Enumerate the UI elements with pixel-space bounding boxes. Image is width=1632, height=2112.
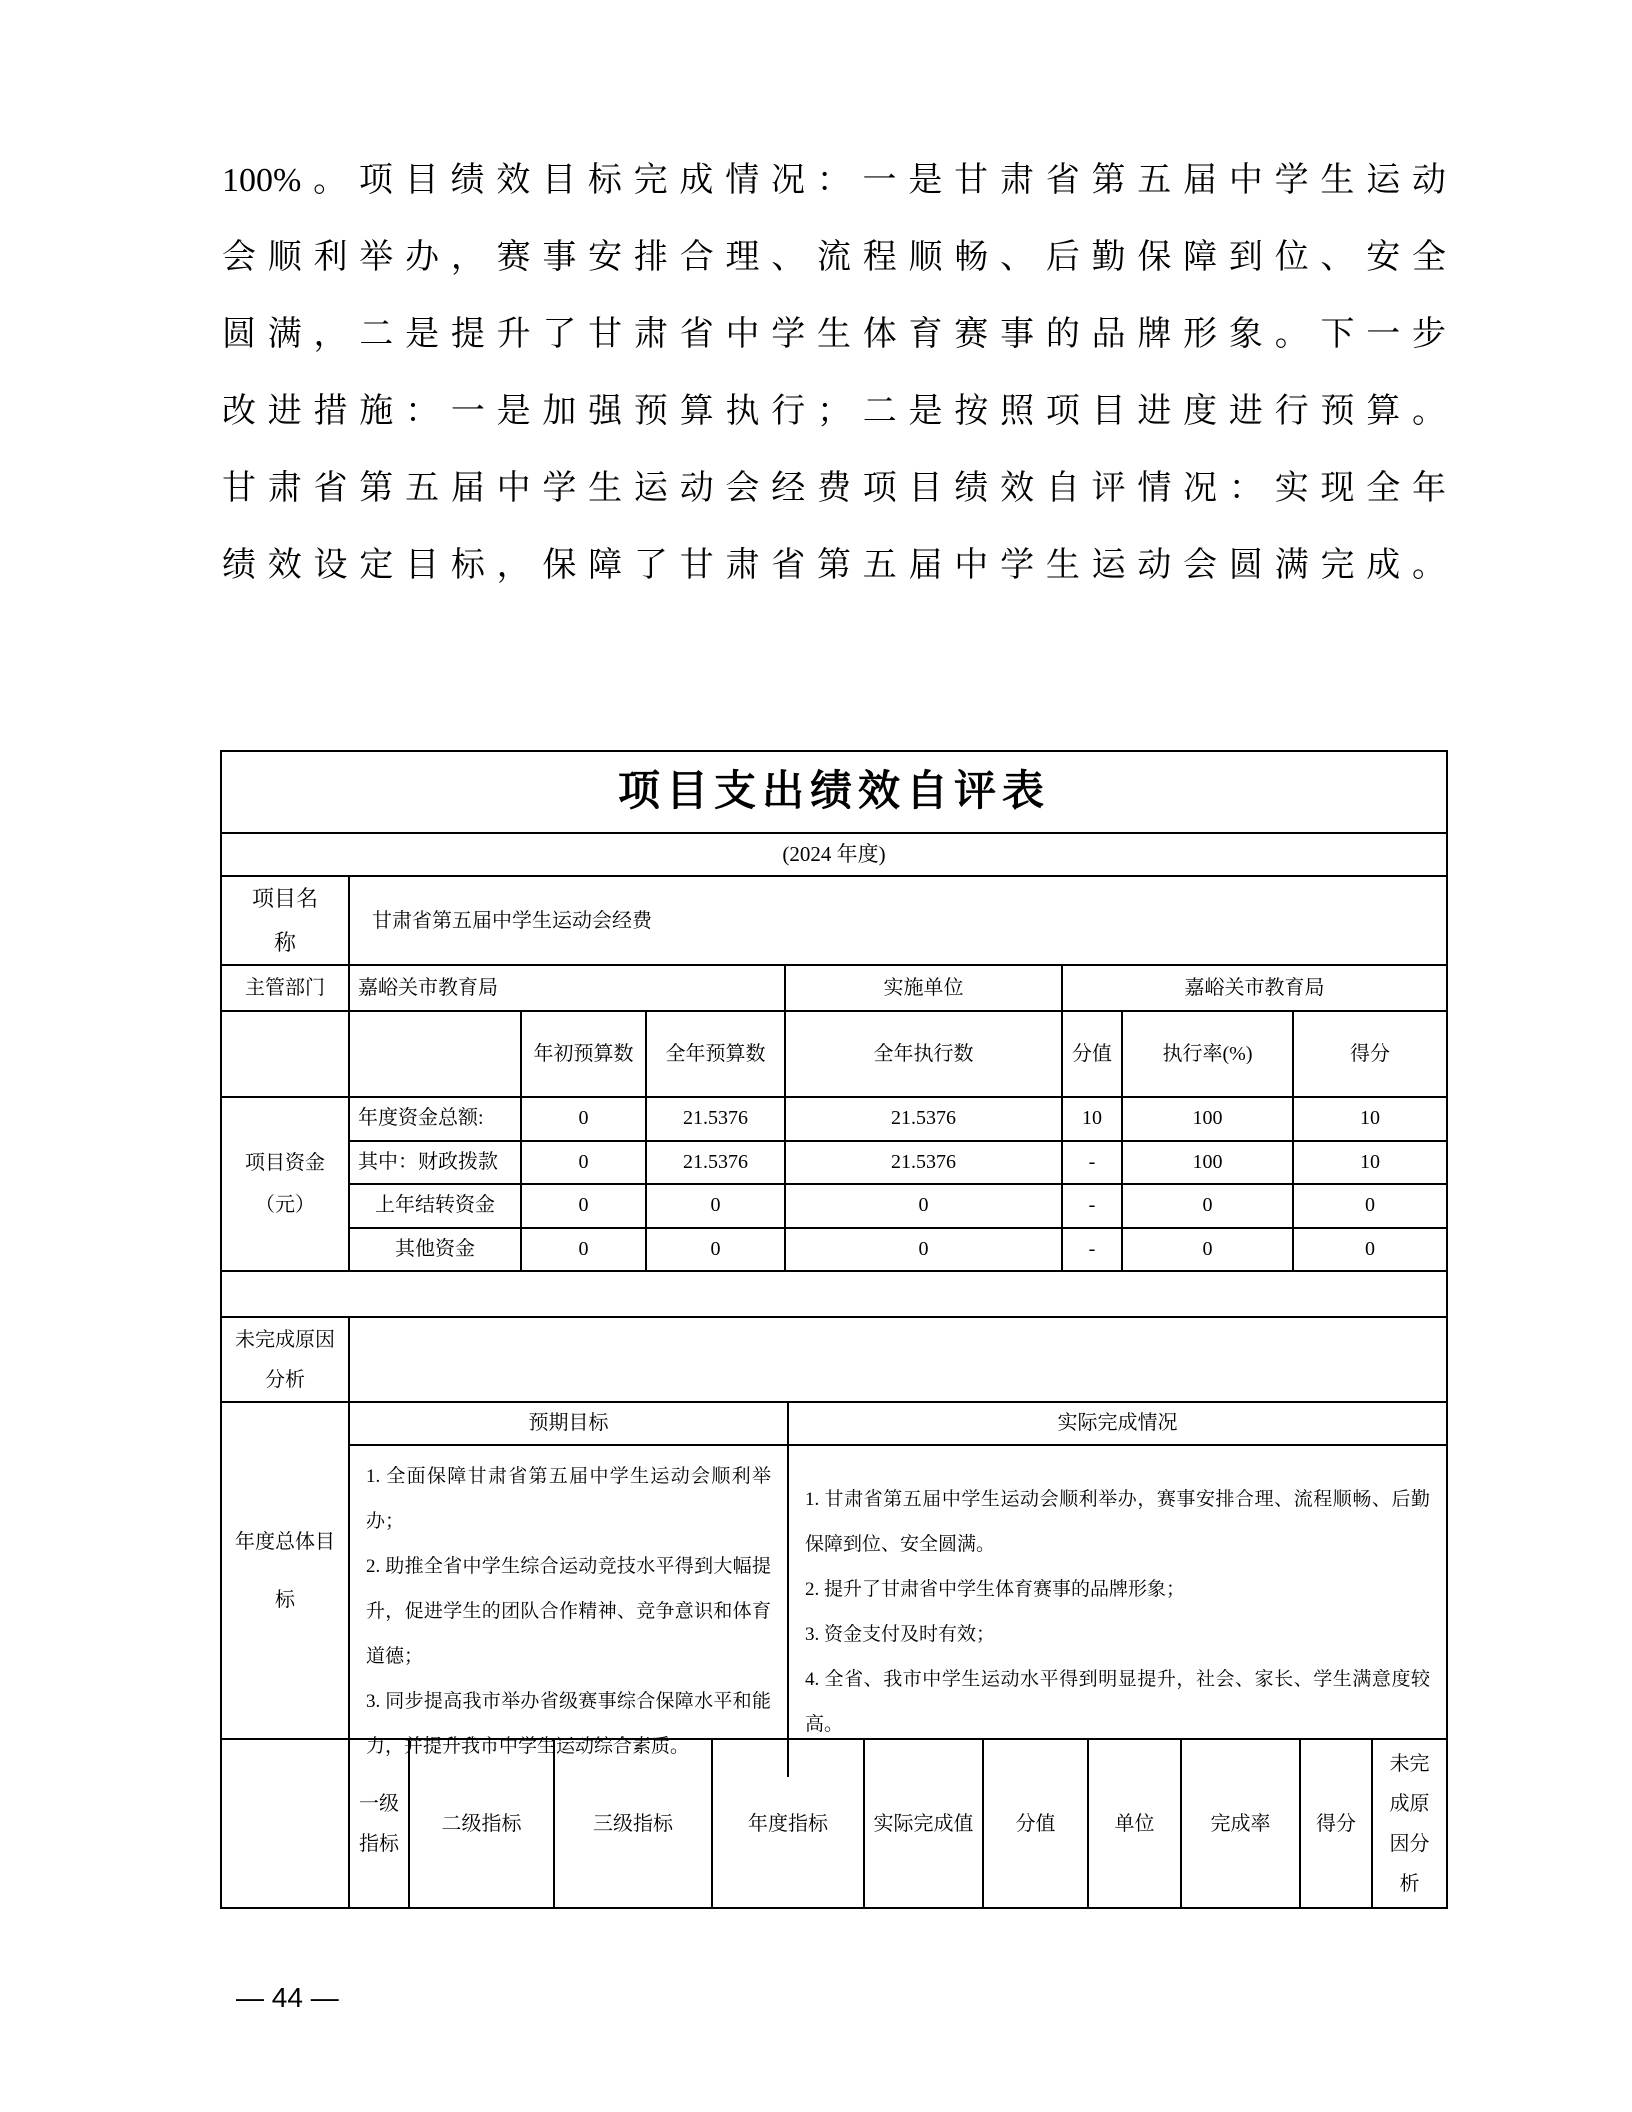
funding-row-label: 上年结转资金 bbox=[350, 1185, 522, 1227]
paragraph-line: 甘肃省第五届中学生运动会经费项目绩效自评情况：实现全年 bbox=[222, 470, 1446, 507]
funding-group-label: 项目资金（元） bbox=[222, 1098, 350, 1270]
unfinished-reason-value bbox=[350, 1318, 1446, 1401]
funding-cell: 21.5376 bbox=[786, 1098, 1063, 1140]
funding-cell: - bbox=[1063, 1229, 1123, 1271]
funding-row-label: 年度资金总额: bbox=[350, 1098, 522, 1140]
expected-goal-item: 1. 全面保障甘肃省第五届中学生运动会顺利举办； bbox=[366, 1466, 771, 1532]
department-label: 主管部门 bbox=[222, 966, 350, 1010]
actual-completion-item: 3. 资金支付及时有效； bbox=[805, 1623, 996, 1645]
table-row bbox=[350, 1229, 1446, 1271]
funding-cell: 10 bbox=[1063, 1098, 1123, 1140]
funding-cell: 21.5376 bbox=[647, 1098, 786, 1140]
indicator-header-unfinished-analysis: 未完成原因分析 bbox=[1389, 1752, 1430, 1895]
paragraph-line: 100%。项目绩效目标完成情况：一是甘肃省第五届中学生运动 bbox=[222, 162, 1446, 199]
empty-cell bbox=[222, 1272, 1446, 1316]
performance-self-assessment-table bbox=[220, 750, 1448, 1909]
funding-cell: 0 bbox=[1365, 1194, 1375, 1217]
annual-goal-right bbox=[350, 1403, 1446, 1757]
funding-header-score: 得分 bbox=[1350, 1043, 1390, 1065]
unfinished-reason-label: 未完成原因分析 bbox=[222, 1318, 350, 1401]
paragraph-line: 改进措施：一是加强预算执行；二是按照项目进度进行预算。 bbox=[222, 393, 1446, 430]
implementing-unit-value: 嘉峪关市教育局 bbox=[1184, 977, 1325, 999]
summary-paragraph bbox=[222, 142, 1446, 604]
funding-header-initial-budget: 年初预算数 bbox=[522, 1012, 647, 1096]
funding-cell: 0 bbox=[522, 1098, 647, 1140]
paragraph-line: 圆满，二是提升了甘肃省中学生体育赛事的品牌形象。下一步 bbox=[222, 316, 1446, 353]
funding-cell: 0 bbox=[522, 1142, 647, 1184]
table-title-row bbox=[222, 752, 1446, 834]
indicator-header-annual: 年度指标 bbox=[713, 1740, 865, 1907]
funding-cell: 21.5376 bbox=[786, 1142, 1063, 1184]
indicator-header-level3: 三级指标 bbox=[555, 1740, 713, 1907]
table-subtitle-row bbox=[222, 834, 1446, 877]
paragraph-line: 绩效设定目标，保障了甘肃省第五届中学生运动会圆满完成。 bbox=[222, 547, 1446, 584]
funding-header-empty bbox=[350, 1012, 522, 1096]
funding-cell: 0 bbox=[786, 1185, 1063, 1227]
indicator-header-score-value: 分值 bbox=[984, 1740, 1089, 1907]
expected-goal-header: 预期目标 bbox=[350, 1403, 789, 1444]
funding-header-row bbox=[222, 1012, 1446, 1098]
funding-cell: 0 bbox=[1123, 1185, 1294, 1227]
actual-completion-item: 4. 全省、我市中学生运动水平得到明显提升，社会、家长、学生满意度较高。 bbox=[805, 1668, 1430, 1735]
actual-completion-header: 实际完成情况 bbox=[1057, 1412, 1178, 1434]
annual-goal-label: 年度总体目标 bbox=[222, 1403, 350, 1738]
funding-row-label: 其他资金 bbox=[350, 1229, 522, 1271]
indicator-header-level1: 一级指标 bbox=[350, 1740, 410, 1907]
table-title: 项目支出绩效自评表 bbox=[617, 769, 1050, 815]
implementing-unit-label: 实施单位 bbox=[786, 966, 1063, 1010]
funding-cell: - bbox=[1063, 1185, 1123, 1227]
funding-row-label: 其中：财政拨款 bbox=[350, 1142, 522, 1184]
funding-cell: 100 bbox=[1123, 1142, 1294, 1184]
goal-body-row bbox=[350, 1446, 1446, 1777]
funding-cell: - bbox=[1063, 1142, 1123, 1184]
funding-header-execution-rate: 执行率(%) bbox=[1123, 1012, 1294, 1096]
table-row bbox=[350, 1185, 1446, 1229]
department-value: 嘉峪关市教育局 bbox=[350, 966, 786, 1010]
indicator-header-row bbox=[222, 1740, 1446, 1907]
goal-header-row bbox=[350, 1403, 1446, 1446]
project-name-label: 项目名称 bbox=[222, 877, 350, 964]
expected-goal-item: 2. 助推全省中学生综合运动竞技水平得到大幅提升，促进学生的团队合作精神、竞争意识和体育道德； bbox=[366, 1556, 771, 1667]
unfinished-reason-row bbox=[222, 1318, 1446, 1403]
department-row bbox=[222, 966, 1446, 1012]
funding-rows bbox=[350, 1098, 1446, 1270]
indicator-header-unit: 单位 bbox=[1089, 1740, 1182, 1907]
indicator-header-level2: 二级指标 bbox=[410, 1740, 555, 1907]
funding-cell: 100 bbox=[1123, 1098, 1294, 1140]
actual-completion-content bbox=[789, 1446, 1446, 1777]
funding-cell: 0 bbox=[522, 1185, 647, 1227]
funding-header-annual-execution: 全年执行数 bbox=[786, 1012, 1063, 1096]
table-row bbox=[350, 1098, 1446, 1142]
funding-cell: 0 bbox=[647, 1185, 786, 1227]
project-name-value: 甘肃省第五届中学生运动会经费 bbox=[372, 909, 652, 932]
funding-header-empty bbox=[222, 1012, 350, 1096]
indicator-header-empty bbox=[222, 1740, 350, 1907]
funding-header-score-value: 分值 bbox=[1063, 1012, 1123, 1096]
funding-cell: 21.5376 bbox=[647, 1142, 786, 1184]
funding-cell: 0 bbox=[522, 1229, 647, 1271]
indicator-header-completion-rate: 完成率 bbox=[1182, 1740, 1301, 1907]
actual-completion-item: 1. 甘肃省第五届中学生运动会顺利举办，赛事安排合理、流程顺畅、后勤保障到位、安全圆满。 bbox=[805, 1488, 1430, 1555]
funding-cell: 0 bbox=[1365, 1237, 1375, 1260]
indicator-header-score: 得分 bbox=[1301, 1740, 1373, 1907]
funding-cell: 0 bbox=[1123, 1229, 1294, 1271]
table-subtitle: (2024 年度) bbox=[782, 842, 886, 866]
annual-goal-section bbox=[222, 1403, 1446, 1757]
actual-completion-item: 2. 提升了甘肃省中学生体育赛事的品牌形象； bbox=[805, 1578, 1186, 1600]
indicator-header-actual-value: 实际完成值 bbox=[865, 1740, 984, 1907]
expected-goal-item: 3. 同步提高我市举办省级赛事综合保障水平和能力，并提升我市中学生运动综合素质。 bbox=[366, 1691, 771, 1757]
empty-spacer-row bbox=[222, 1272, 1446, 1318]
page-number: — 44 — bbox=[236, 1982, 339, 2013]
project-name-row bbox=[222, 877, 1446, 966]
funding-cell: 0 bbox=[647, 1229, 786, 1271]
paragraph-line: 会顺利举办，赛事安排合理、流程顺畅、后勤保障到位、安全 bbox=[222, 239, 1446, 276]
funding-header-annual-budget: 全年预算数 bbox=[647, 1012, 786, 1096]
expected-goal-content bbox=[350, 1446, 789, 1777]
table-row bbox=[350, 1142, 1446, 1186]
funding-cell: 10 bbox=[1360, 1107, 1380, 1130]
funding-cell: 0 bbox=[786, 1229, 1063, 1271]
funding-body bbox=[222, 1098, 1446, 1272]
funding-cell: 10 bbox=[1360, 1150, 1380, 1173]
